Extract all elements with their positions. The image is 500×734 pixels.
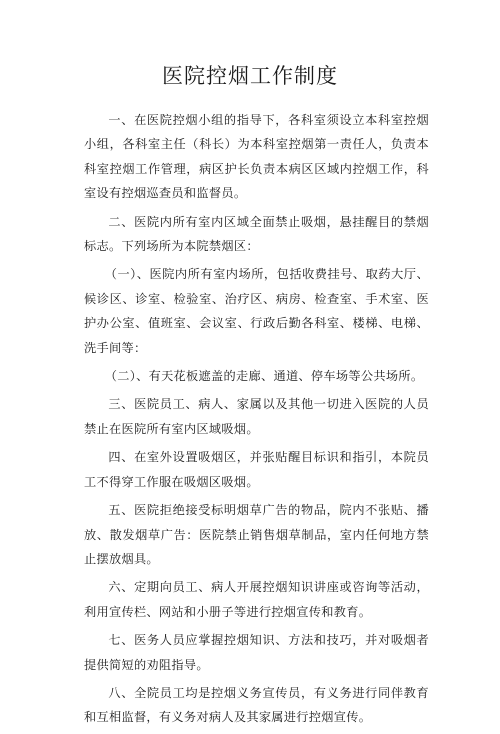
- paragraph-4: 四、在室外设置吸烟区，并张贴醒目标识和指引，本院员工不得穿工作服在吸烟区吸烟。: [84, 450, 429, 489]
- paragraph-3: 三、医院员工、病人、家属以及其他一切进入医院的人员禁止在医院所有室内区域吸烟。: [84, 397, 429, 436]
- paragraph-2-item-1: （一）、医院内所有室内场所，包括收费挂号、取药大厅、候诊区、诊室、检验室、治疗区、病房、检查室、手术室、医护办公室、值班室、会议室、行政后勤各科室、楼梯、电梯、洗手间等：: [84, 267, 429, 355]
- paragraph-8: 八、全院员工均是控烟义务宣传员，有义务进行同伴教育和互相监督，有义务对病人及其家属进行控烟宣传。: [84, 685, 429, 725]
- paragraph-2: 二、医院内所有室内区域全面禁止吸烟，悬挂醒目的禁烟标志。下列场所为本院禁烟区：: [84, 214, 429, 254]
- paragraph-1: 一、在医院控烟小组的指导下，各科室须设立本科室控烟小组，各科室主任（科长）为本科室控烟第一责任人，负责本科室控烟工作管理，病区护长负责本病区区域内控烟工作，科室设有控烟巡查员和监督员。: [84, 113, 429, 201]
- paragraph-5: 五、医院拒绝接受标明烟草广告的物品，院内不张贴、播放、散发烟草广告：医院禁止销售烟草制品，室内任何地方禁止摆放烟具。: [84, 503, 429, 566]
- document-body: [84, 108, 429, 734]
- paragraph-6: 六、定期向员工、病人开展控烟知识讲座或咨询等活动，利用宣传栏、网站和小册子等进行控烟宣传和教育。: [84, 580, 429, 619]
- document-title: 医院控烟工作制度: [162, 64, 338, 88]
- paragraph-2-item-2: （二）、有天花板遮盖的走廊、通道、停车场等公共场所。: [104, 369, 424, 384]
- paragraph-7: 七、医务人员应掌握控烟知识、方法和技巧，并对吸烟者提供简短的劝阻指导。: [84, 633, 429, 672]
